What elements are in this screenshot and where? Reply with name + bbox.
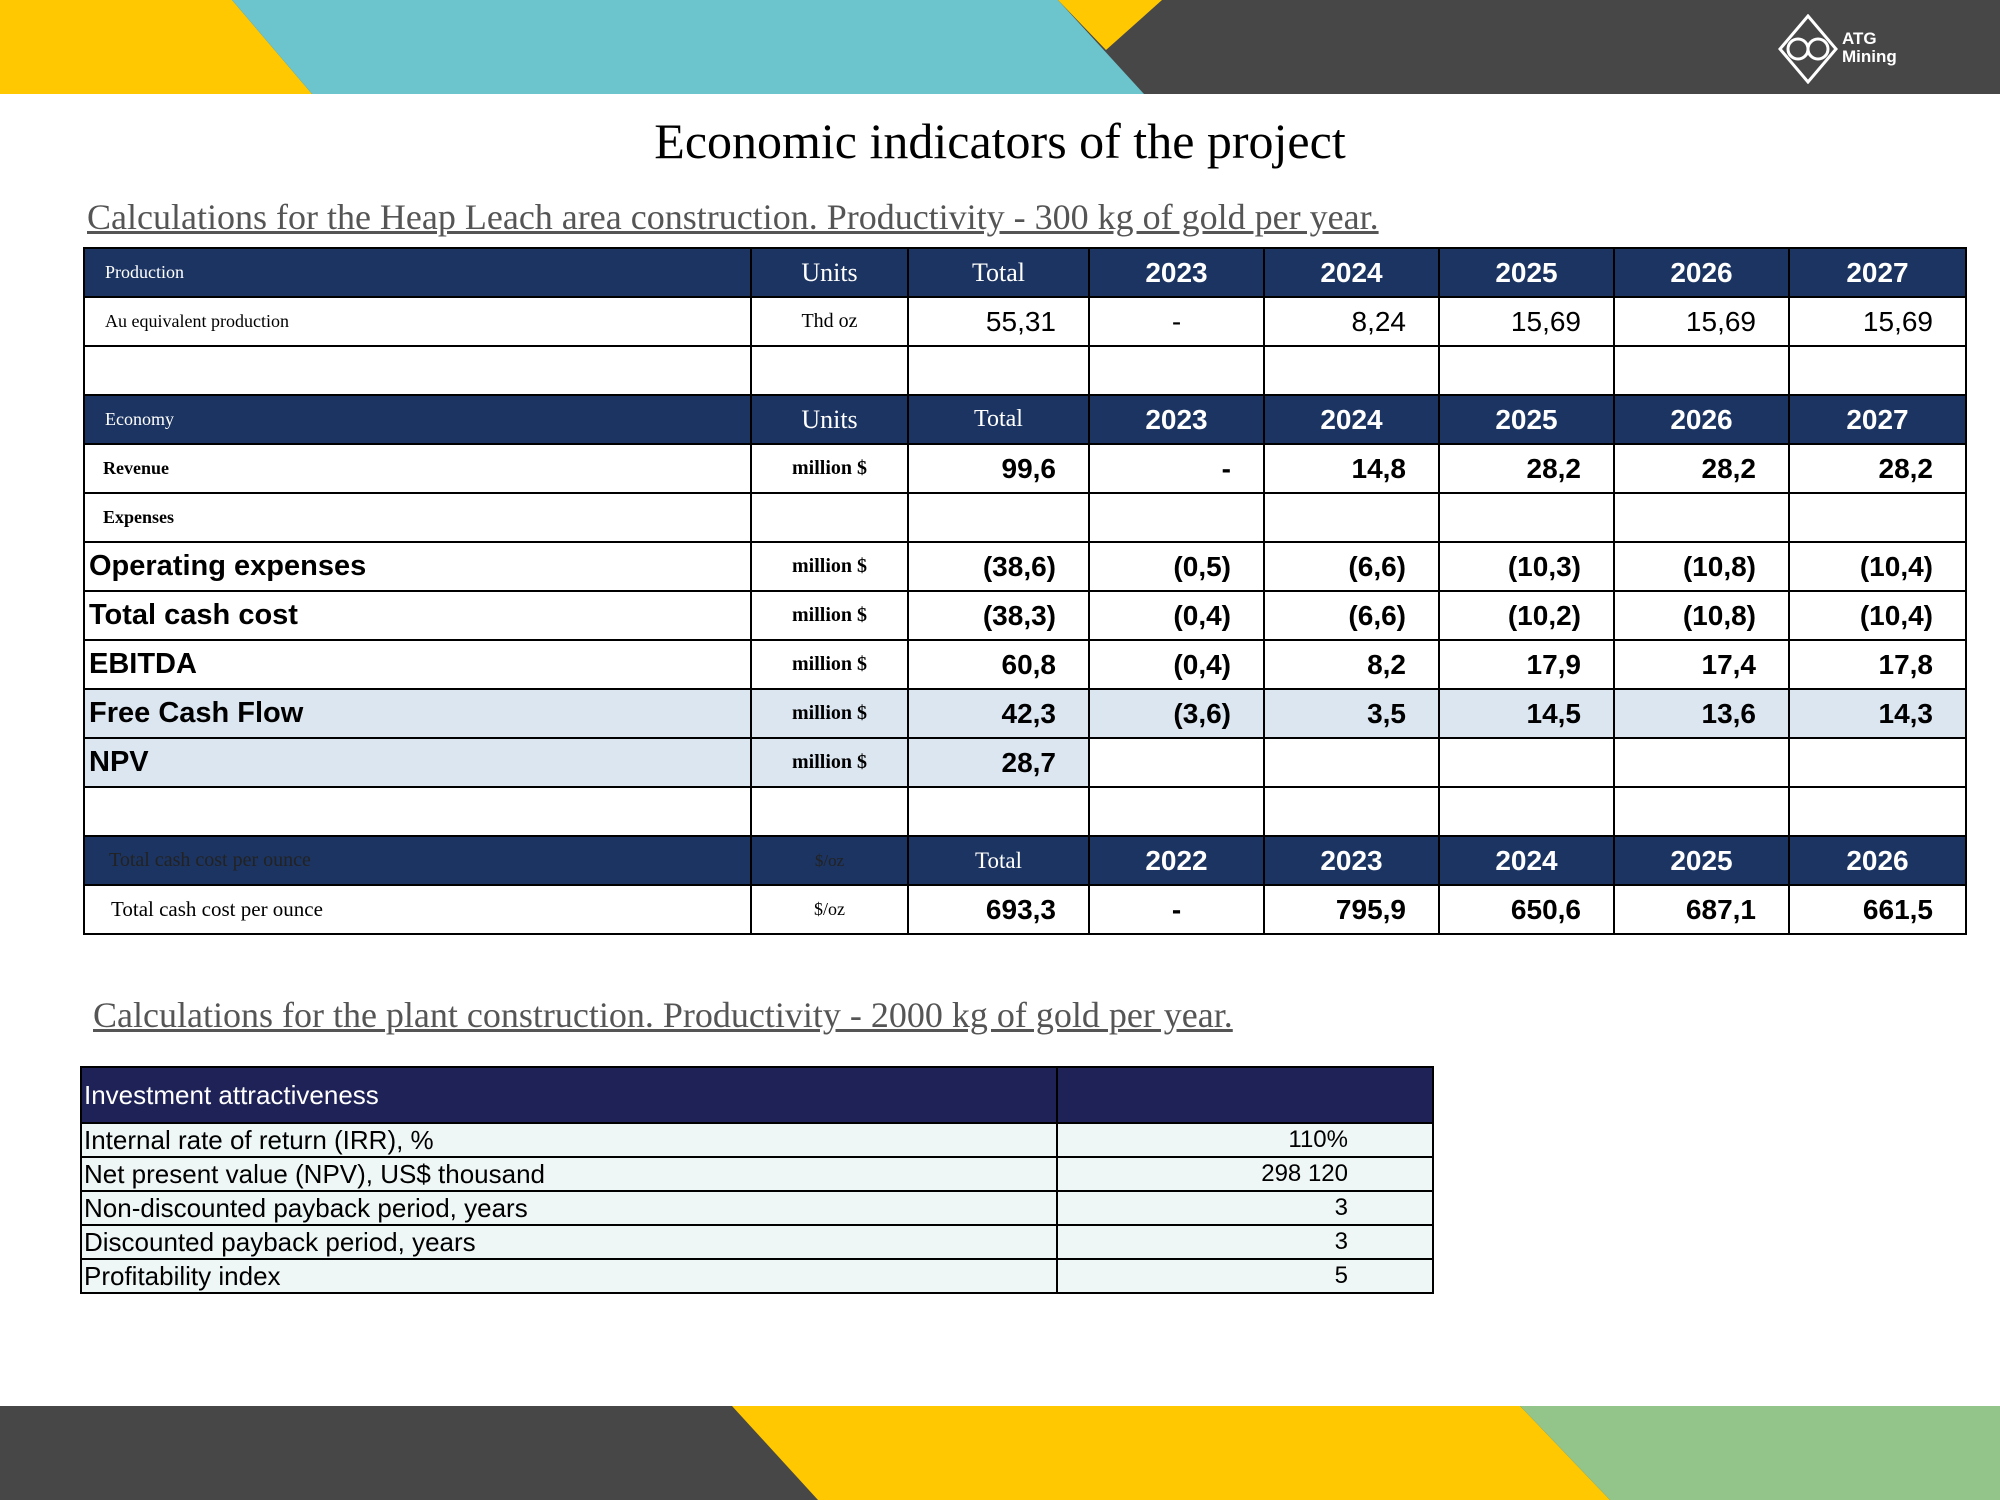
row-value: 15,69 <box>1439 297 1614 346</box>
investment-row-label: Discounted payback period, years <box>81 1225 1057 1259</box>
investment-row-value: 3 <box>1057 1191 1433 1225</box>
units-header: $/oz <box>751 836 908 885</box>
investment-header-label: Investment attractiveness <box>81 1067 1057 1123</box>
total-cash-cost-row <box>84 591 1966 640</box>
year-header: 2022 <box>1089 836 1264 885</box>
year-header: 2026 <box>1789 836 1966 885</box>
units-header: Units <box>751 248 908 297</box>
investment-row-value: 298 120 <box>1057 1157 1433 1191</box>
row-value: 14,5 <box>1439 689 1614 738</box>
investment-row-value: 110% <box>1057 1123 1433 1157</box>
row-label: Expenses <box>84 493 751 542</box>
row-label: NPV <box>84 738 751 787</box>
row-total: (38,3) <box>908 591 1089 640</box>
investment-row-label: Non-discounted payback period, years <box>81 1191 1057 1225</box>
investment-row-value: 3 <box>1057 1225 1433 1259</box>
units-header: Units <box>751 395 908 444</box>
investment-row <box>81 1157 1433 1191</box>
year-header: 2027 <box>1789 248 1966 297</box>
investment-row <box>81 1123 1433 1157</box>
total-header: Total <box>908 836 1089 885</box>
investment-row-value: 5 <box>1057 1259 1433 1293</box>
logo-text <box>1842 30 1897 66</box>
row-value: (10,8) <box>1614 591 1789 640</box>
row-value: 8,24 <box>1264 297 1439 346</box>
row-value: (0,4) <box>1089 591 1264 640</box>
row-label: Total cash cost per ounce <box>84 885 751 934</box>
row-value: 17,8 <box>1789 640 1966 689</box>
row-value: 17,9 <box>1439 640 1614 689</box>
row-label: Revenue <box>84 444 751 493</box>
top-banner-shapes <box>0 0 2000 94</box>
row-value: (10,3) <box>1439 542 1614 591</box>
row-value: (0,5) <box>1089 542 1264 591</box>
investment-row <box>81 1259 1433 1293</box>
infinity-diamond-icon <box>1778 14 1838 84</box>
economy-header-row <box>84 395 1966 444</box>
top-banner <box>0 0 2000 94</box>
spacer-row <box>84 346 1966 395</box>
row-label: EBITDA <box>84 640 751 689</box>
row-value: 15,69 <box>1614 297 1789 346</box>
row-value: 17,4 <box>1614 640 1789 689</box>
economy-header-label: Economy <box>84 395 751 444</box>
year-header: 2026 <box>1614 248 1789 297</box>
page-title: Economic indicators of the project <box>654 113 1346 169</box>
row-units: million $ <box>751 444 908 493</box>
cash-cost-header-label: Total cash cost per ounce <box>84 836 751 885</box>
year-header: 2025 <box>1614 836 1789 885</box>
year-header: 2023 <box>1089 248 1264 297</box>
investment-row <box>81 1191 1433 1225</box>
expenses-row <box>84 493 1966 542</box>
row-value: 14,3 <box>1789 689 1966 738</box>
production-header-label: Production <box>84 248 751 297</box>
row-value: (6,6) <box>1264 542 1439 591</box>
row-value: (0,4) <box>1089 640 1264 689</box>
bottom-banner-shapes <box>0 1406 2000 1500</box>
total-header: Total <box>908 248 1089 297</box>
row-value: 28,2 <box>1789 444 1966 493</box>
row-label: Au equivalent production <box>84 297 751 346</box>
row-units: million $ <box>751 640 908 689</box>
row-value: - <box>1089 444 1264 493</box>
row-total: 28,7 <box>908 738 1089 787</box>
year-header: 2025 <box>1439 395 1614 444</box>
row-value: 650,6 <box>1439 885 1614 934</box>
row-value: 687,1 <box>1614 885 1789 934</box>
investment-header-row <box>81 1067 1433 1123</box>
row-total: 42,3 <box>908 689 1089 738</box>
year-header: 2024 <box>1264 395 1439 444</box>
year-header: 2024 <box>1264 248 1439 297</box>
row-value: 661,5 <box>1789 885 1966 934</box>
year-header: 2027 <box>1789 395 1966 444</box>
investment-row-label: Internal rate of return (IRR), % <box>81 1123 1057 1157</box>
heap-leach-table <box>83 247 1967 935</box>
row-value: 795,9 <box>1264 885 1439 934</box>
revenue-row <box>84 444 1966 493</box>
row-units: Thd oz <box>751 297 908 346</box>
row-label: Total cash cost <box>84 591 751 640</box>
row-value: - <box>1089 885 1264 934</box>
au-production-row <box>84 297 1966 346</box>
year-header: 2025 <box>1439 248 1614 297</box>
row-value: (10,4) <box>1789 591 1966 640</box>
investment-row-label: Profitability index <box>81 1259 1057 1293</box>
year-header: 2024 <box>1439 836 1614 885</box>
row-label: Operating expenses <box>84 542 751 591</box>
row-total: 60,8 <box>908 640 1089 689</box>
row-value: (10,2) <box>1439 591 1614 640</box>
row-value: 28,2 <box>1439 444 1614 493</box>
row-value: (10,8) <box>1614 542 1789 591</box>
investment-row <box>81 1225 1433 1259</box>
row-units: million $ <box>751 542 908 591</box>
row-value: (10,4) <box>1789 542 1966 591</box>
ebitda-row <box>84 640 1966 689</box>
free-cash-flow-row <box>84 689 1966 738</box>
row-value: (3,6) <box>1089 689 1264 738</box>
row-total: 55,31 <box>908 297 1089 346</box>
cash-cost-per-ounce-header-row <box>84 836 1966 885</box>
row-units: million $ <box>751 689 908 738</box>
spacer-row <box>84 787 1966 836</box>
logo-text-line-1: ATG <box>1842 29 1877 48</box>
row-units: million $ <box>751 591 908 640</box>
cash-cost-per-ounce-row <box>84 885 1966 934</box>
atg-mining-logo <box>1778 14 1898 84</box>
investment-attractiveness-table <box>80 1066 1434 1294</box>
row-value: 8,2 <box>1264 640 1439 689</box>
logo-text-line-2: Mining <box>1842 47 1897 66</box>
year-header: 2023 <box>1089 395 1264 444</box>
year-header: 2026 <box>1614 395 1789 444</box>
row-value: - <box>1089 297 1264 346</box>
production-header-row <box>84 248 1966 297</box>
year-header: 2023 <box>1264 836 1439 885</box>
row-value: 13,6 <box>1614 689 1789 738</box>
bottom-banner <box>0 1406 2000 1500</box>
heap-leach-heading: Calculations for the Heap Leach area construction. Productivity - 300 kg of gold per year. <box>87 197 1379 237</box>
row-value: (6,6) <box>1264 591 1439 640</box>
row-value: 15,69 <box>1789 297 1966 346</box>
row-units: million $ <box>751 738 908 787</box>
row-total: (38,6) <box>908 542 1089 591</box>
row-value: 3,5 <box>1264 689 1439 738</box>
row-total: 693,3 <box>908 885 1089 934</box>
row-value: 14,8 <box>1264 444 1439 493</box>
operating-expenses-row <box>84 542 1966 591</box>
row-total: 99,6 <box>908 444 1089 493</box>
row-value: 28,2 <box>1614 444 1789 493</box>
investment-row-label: Net present value (NPV), US$ thousand <box>81 1157 1057 1191</box>
total-header: Total <box>908 395 1089 444</box>
row-units: $/oz <box>751 885 908 934</box>
plant-construction-heading: Calculations for the plant construction. Productivity - 2000 kg of gold per year. <box>93 995 1233 1035</box>
npv-row <box>84 738 1966 787</box>
row-label: Free Cash Flow <box>84 689 751 738</box>
